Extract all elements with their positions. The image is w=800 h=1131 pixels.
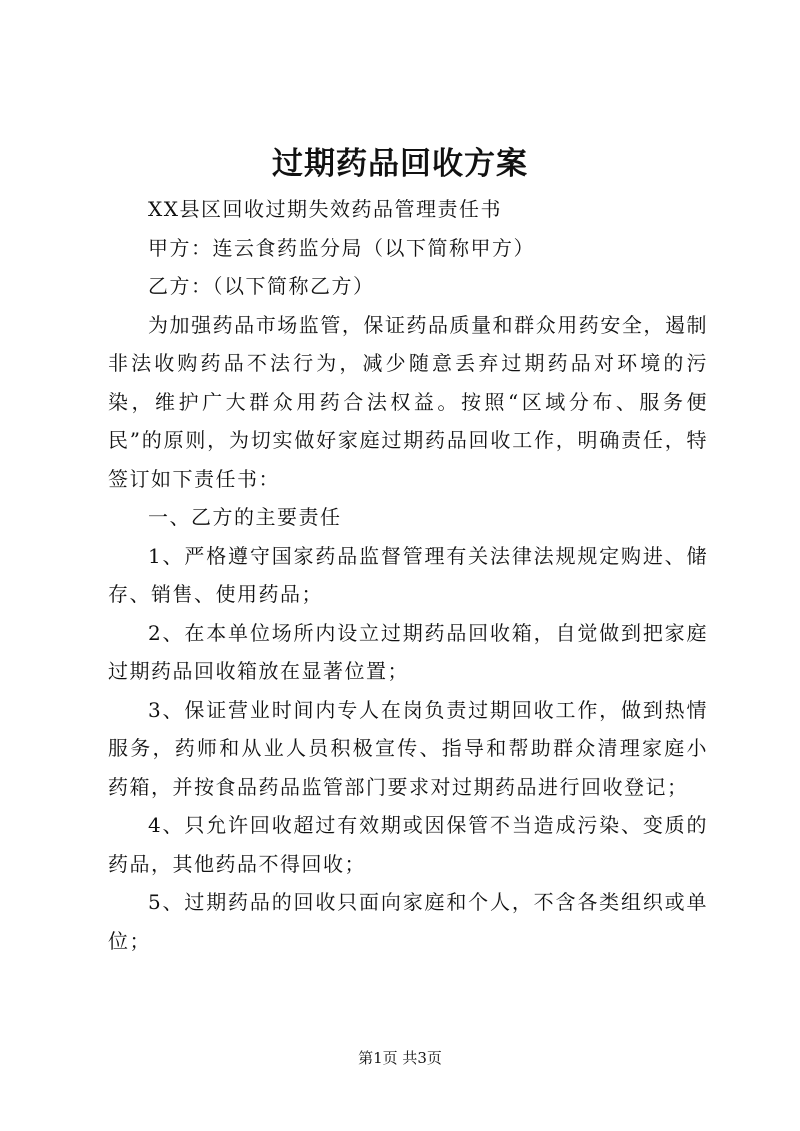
responsibility-letter-heading: XX县区回收过期失效药品管理责任书: [148, 197, 502, 221]
party-b-line: 乙方：（以下简称乙方）: [148, 274, 375, 298]
document-title: 过期药品回收方案: [272, 146, 528, 182]
page-footer: 第1页 共3页: [358, 1049, 442, 1067]
duty-item-1: 1、严格遵守国家药品监督管理有关法律法规规定购进、储存、销售、使用药品；: [108, 543, 708, 606]
duty-item-2: 2、在本单位场所内设立过期药品回收箱，自觉做到把家庭过期药品回收箱放在显著位置；: [108, 620, 708, 683]
duty-item-4: 4、只允许回收超过有效期或因保管不当造成污染、变质的药品，其他药品不得回收；: [108, 813, 708, 876]
duty-item-3: 3、保证营业时间内专人在岗负责过期回收工作，做到热情服务，药师和从业人员积极宣传、指导和帮助群众清理家庭小药箱，并按食品药品监管部门要求对过期药品进行回收登记；: [108, 697, 708, 799]
party-a-line: 甲方：连云食药监分局（以下简称甲方）: [148, 235, 535, 260]
section-heading-party-b-duties: 一、乙方的主要责任: [148, 505, 342, 529]
intro-paragraph: 为加强药品市场监管，保证药品质量和群众用药安全，遏制非法收购药品不法行为，减少随意丢弃过期药品对环境的污染，维护广大群众用药合法权益。按照“区域分布、服务便民”的原则，为切实做好家庭过期药品回收工作，明确责任，特签订如下责任书：: [108, 312, 708, 491]
duty-item-5: 5、过期药品的回收只面向家庭和个人，不含各类组织或单位；: [108, 890, 708, 953]
document-body: [108, 190, 708, 960]
